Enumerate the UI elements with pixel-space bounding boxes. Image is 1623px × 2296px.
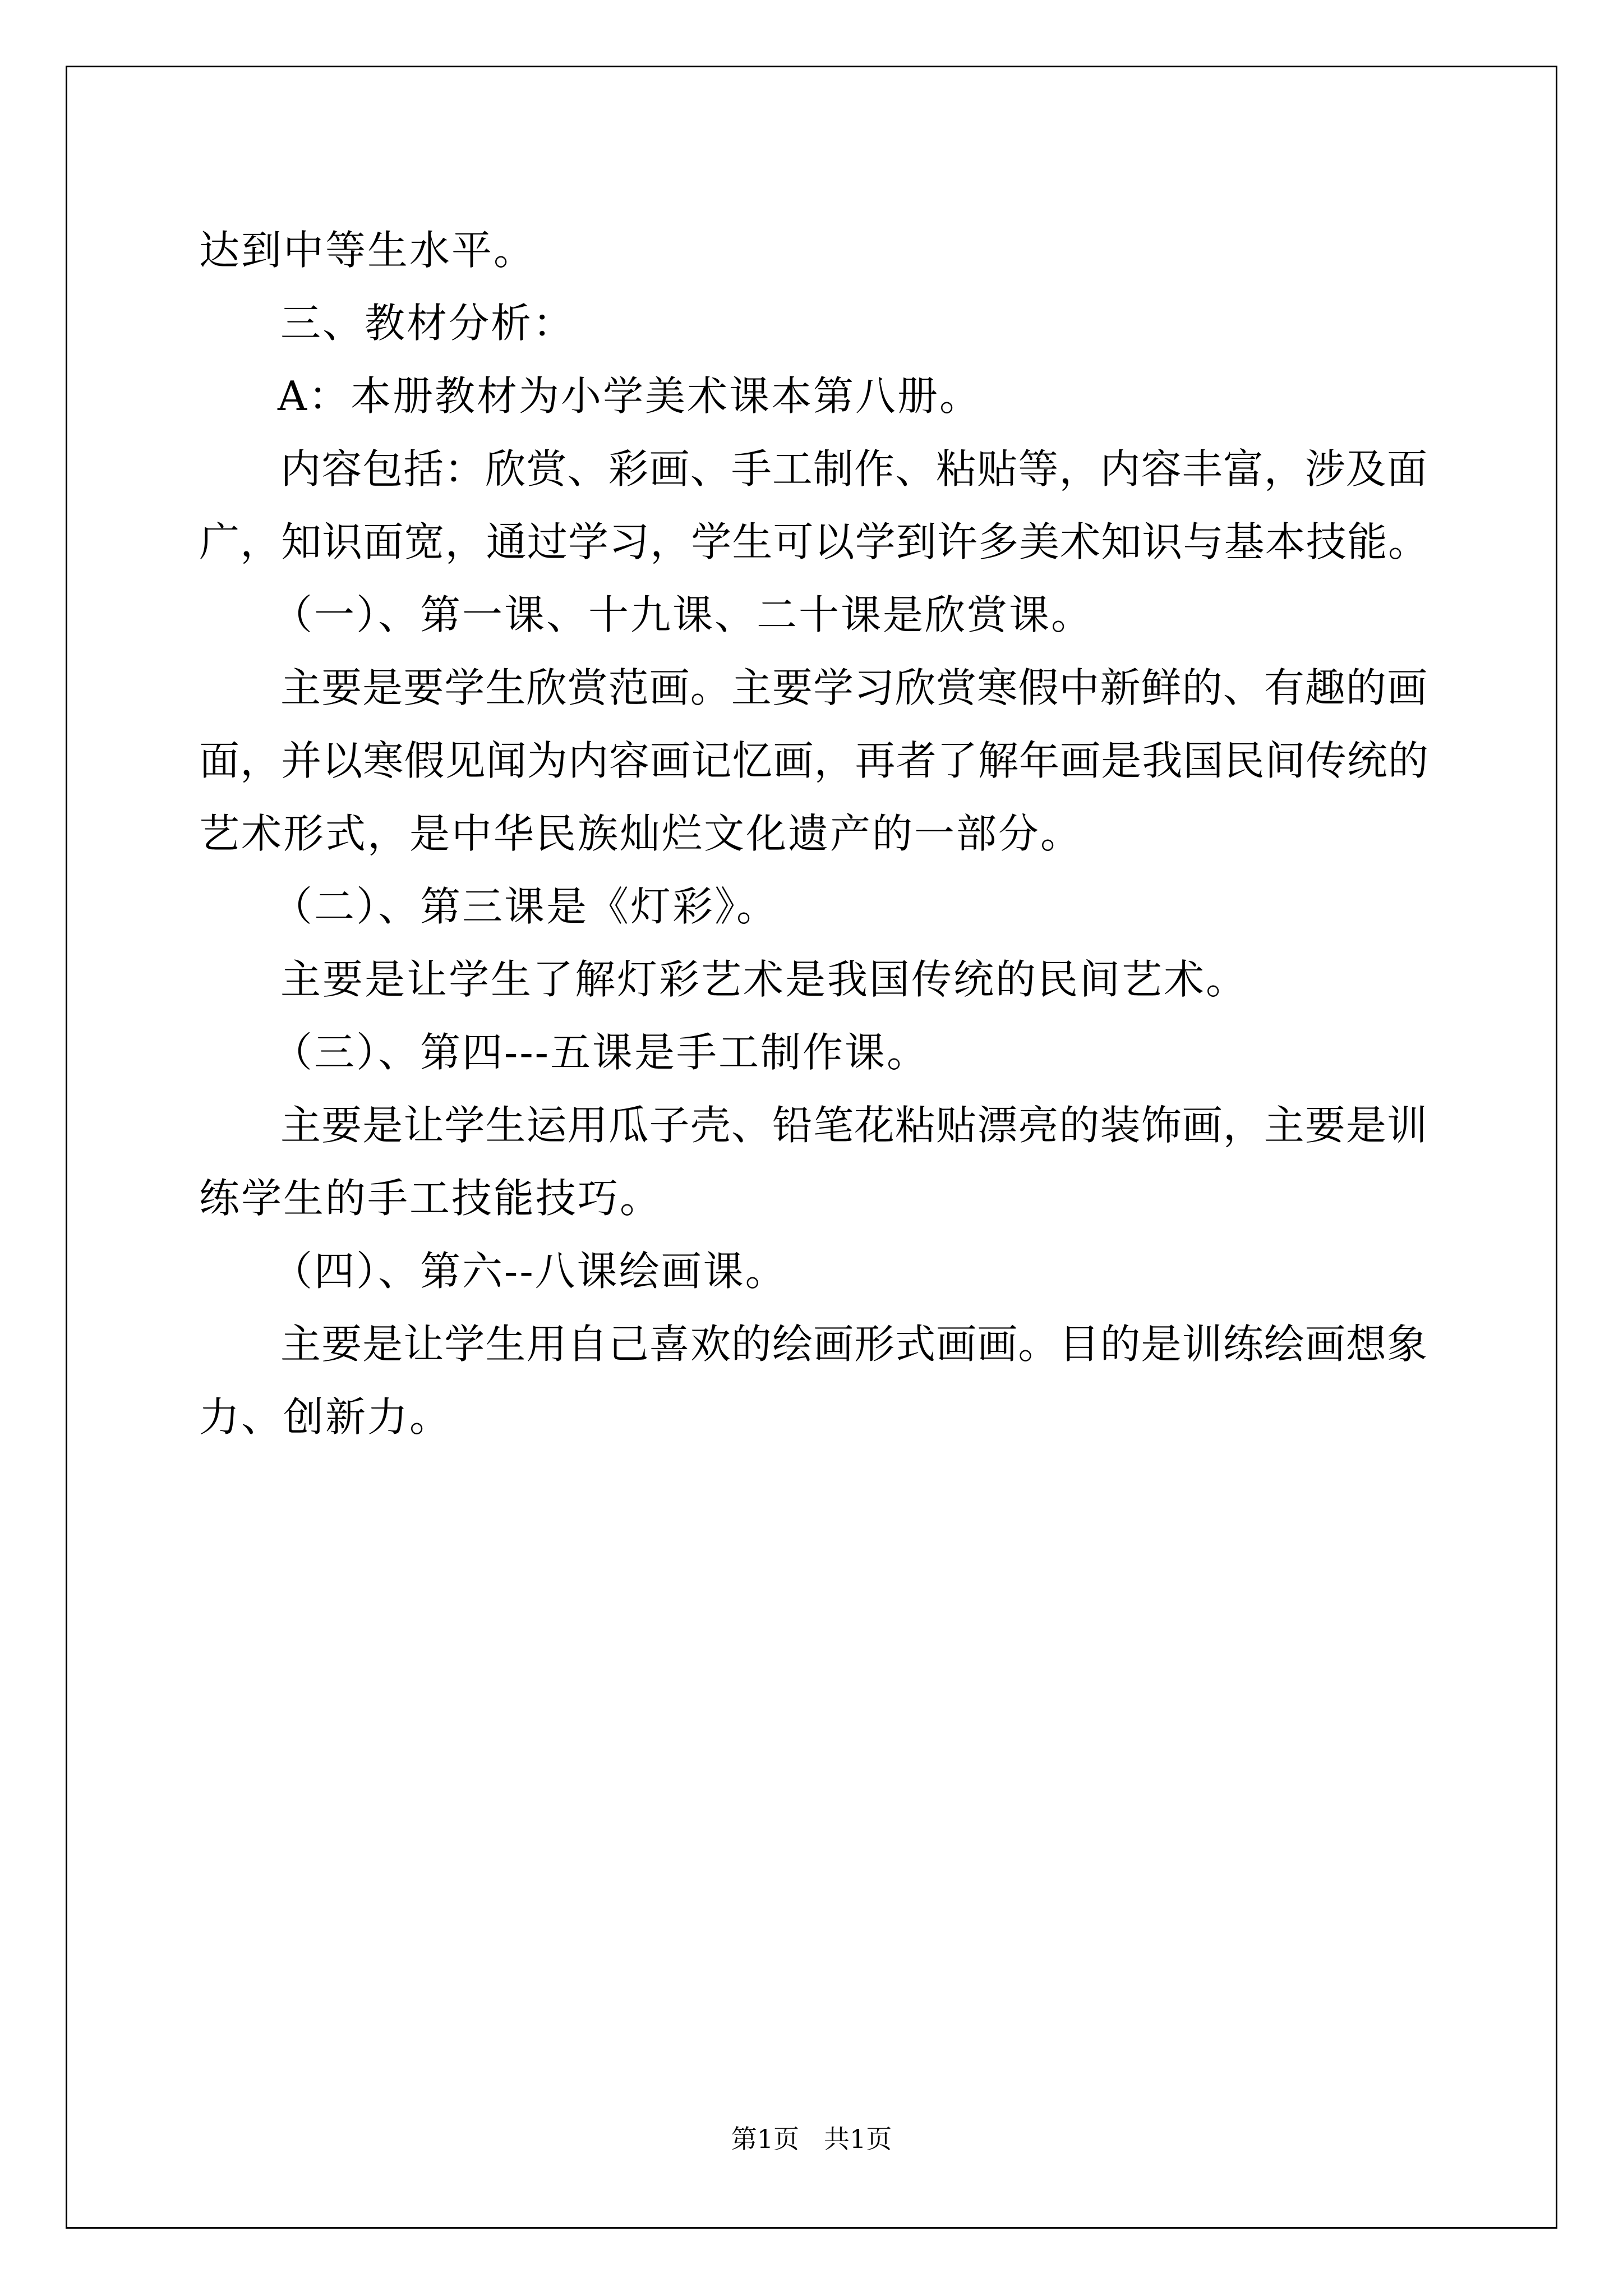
page-total: 共1页 xyxy=(823,2124,892,2154)
page-footer xyxy=(0,2126,1623,2152)
text-line-4: 内容包括：欣赏、彩画、手工制作、粘贴等，内容丰富，涉及面 xyxy=(280,445,1427,493)
text-line-5: 广，知识面宽，通过学习，学生可以学到许多美术知识与基本技能。 xyxy=(199,518,1428,565)
page-number: 第1页 xyxy=(731,2124,800,2154)
text-line-11: 主要是让学生了解灯彩艺术是我国传统的民间艺术。 xyxy=(280,956,1248,1003)
text-line-13: 主要是让学生运用瓜子壳、铅笔花粘贴漂亮的装饰画，主要是训 xyxy=(280,1102,1427,1149)
text-line-8: 面，并以寒假见闻为内容画记忆画，再者了解年画是我国民间传统的 xyxy=(199,737,1428,784)
text-line-16: 主要是让学生用自己喜欢的绘画形式画画。目的是训练绘画想象 xyxy=(280,1320,1427,1368)
text-line-15: （四）、第六--八课绘画课。 xyxy=(272,1248,787,1295)
text-line-1: 达到中等生水平。 xyxy=(199,227,536,274)
text-line-10: （二）、第三课是《灯彩》。 xyxy=(272,883,779,930)
text-line-12: （三）、第四---五课是手工制作课。 xyxy=(272,1029,929,1076)
text-line-14: 练学生的手工技能技巧。 xyxy=(199,1175,662,1222)
text-line-6: （一）、第一课、十九课、二十课是欣赏课。 xyxy=(272,591,1094,638)
text-line-9: 艺术形式，是中华民族灿烂文化遗产的一部分。 xyxy=(199,810,1083,857)
text-line-7: 主要是要学生欣赏范画。主要学习欣赏寒假中新鲜的、有趣的画 xyxy=(280,664,1427,711)
text-line-3: A：本册教材为小学美术课本第八册。 xyxy=(278,372,981,420)
text-line-2: 三、教材分析： xyxy=(280,300,575,347)
text-line-17: 力、创新力。 xyxy=(199,1393,452,1441)
